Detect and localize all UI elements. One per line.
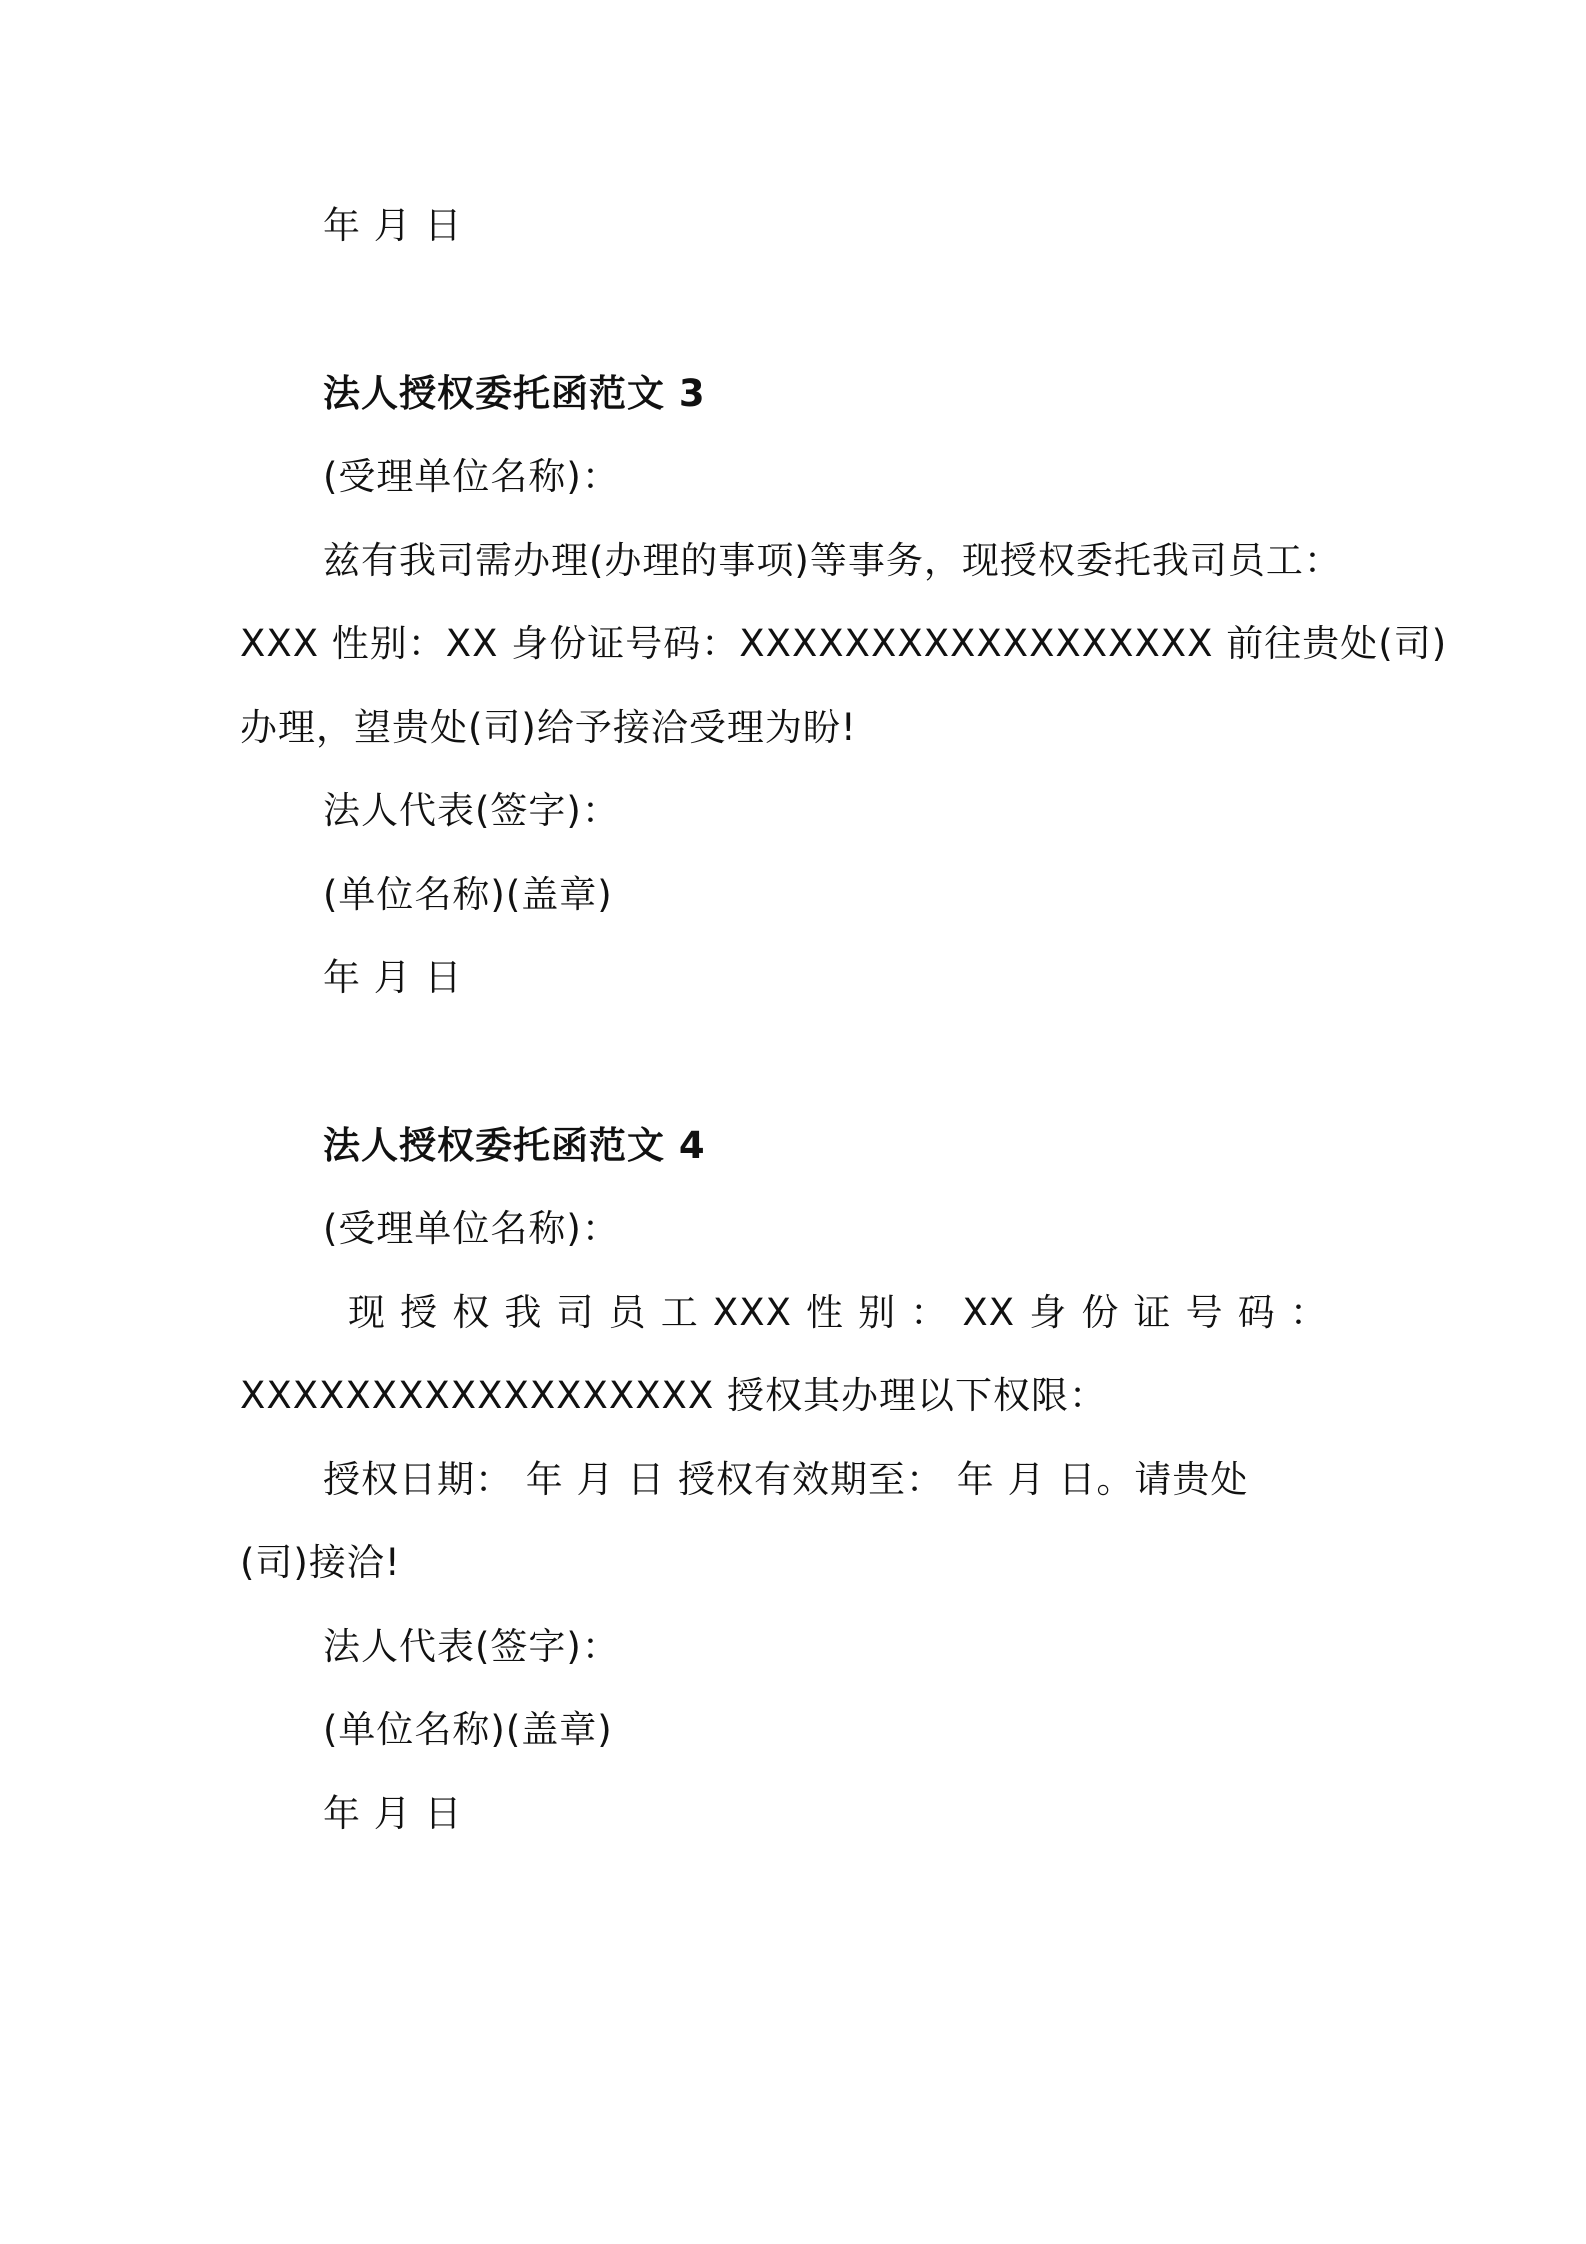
body-char: XX	[962, 1291, 1016, 1334]
body-char: 现	[348, 1291, 386, 1334]
section-4-body-line-3: 授权日期： 年 月 日 授权有效期至： 年 月 日。请贵处	[323, 1458, 1249, 1501]
body-char: 员	[608, 1291, 647, 1334]
section-3-date: 年 月 日	[323, 956, 463, 999]
body-char: XXX	[712, 1291, 792, 1334]
body-char: 身	[1029, 1291, 1068, 1334]
body-char: 权	[452, 1291, 491, 1334]
section-3-signature: 法人代表(签字)：	[323, 789, 620, 832]
section-4-body-line-2: XXXXXXXXXXXXXXXXXX 授权其办理以下权限：	[240, 1374, 1108, 1417]
section-4-title: 法人授权委托函范文 4	[323, 1124, 706, 1167]
section-4-signature: 法人代表(签字)：	[323, 1625, 620, 1668]
section-4-seal: (单位名称)(盖章)	[323, 1708, 613, 1751]
section-3-body-line-2: XXX 性别：XX 身份证号码：XXXXXXXXXXXXXXXXXX 前往贵处(司)	[240, 622, 1448, 665]
body-char: 份	[1081, 1291, 1120, 1334]
body-char: 码	[1237, 1291, 1276, 1334]
body-char: ：	[910, 1291, 949, 1334]
body-char: 性	[806, 1291, 845, 1334]
section-4-body-line-4: (司)接洽!	[240, 1541, 401, 1584]
section-3-title: 法人授权委托函范文 3	[323, 372, 706, 415]
body-char: 号	[1185, 1291, 1224, 1334]
body-char: ：	[1289, 1291, 1328, 1334]
top-date: 年 月 日	[323, 204, 463, 247]
body-char: 别	[858, 1291, 897, 1334]
section-3-body-line-3: 办理，望贵处(司)给予接洽受理为盼!	[240, 706, 857, 749]
body-char: 工	[660, 1291, 699, 1334]
body-char: 司	[556, 1291, 595, 1334]
body-char: 证	[1133, 1291, 1172, 1334]
section-4-body-line-1	[348, 1288, 1328, 1338]
section-4-addressee: (受理单位名称)：	[323, 1207, 620, 1250]
section-4-date: 年 月 日	[323, 1792, 463, 1835]
section-3-seal: (单位名称)(盖章)	[323, 873, 613, 916]
section-3-addressee: (受理单位名称)：	[323, 455, 620, 498]
body-char: 授	[400, 1291, 439, 1334]
section-3-body-line-1: 兹有我司需办理(办理的事项)等事务，现授权委托我司员工：	[323, 539, 1342, 582]
body-char: 我	[504, 1291, 543, 1334]
